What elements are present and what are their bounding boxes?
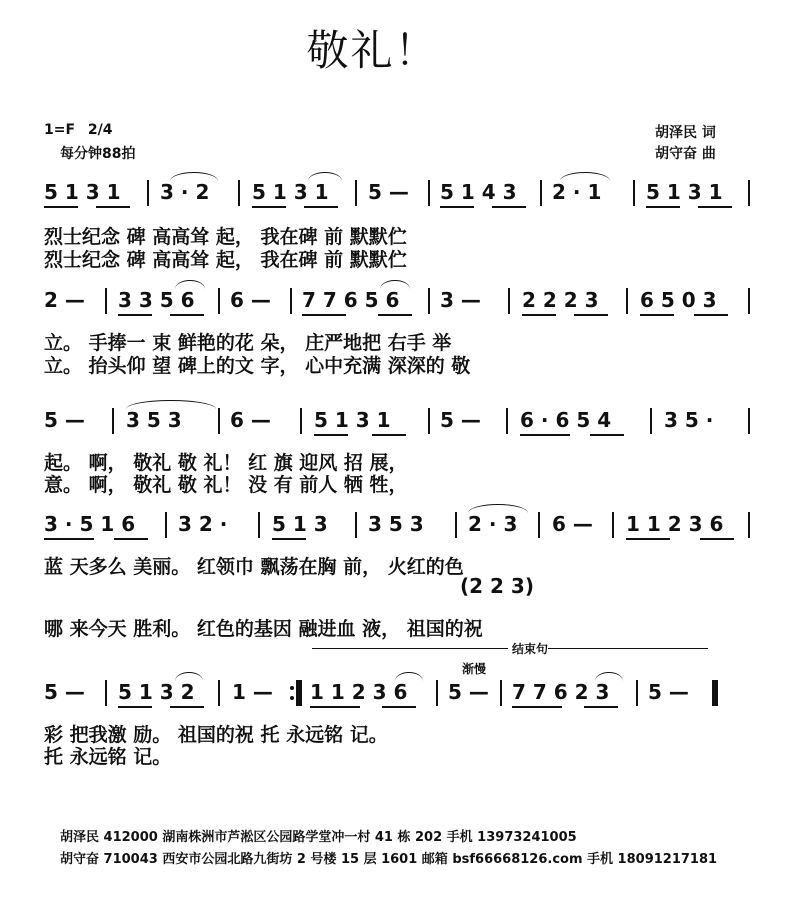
- measure: 7 7 6 5 6: [302, 288, 400, 312]
- bar-line: [218, 680, 220, 706]
- bar-line: [428, 180, 430, 206]
- slur: [468, 504, 528, 513]
- bar-line: [540, 180, 542, 206]
- measure: 6 —: [230, 288, 271, 312]
- lyric-verse-1: 立。 手捧一 束 鲜艳的花 朵， 庄严地把 右手 举: [44, 332, 452, 354]
- measure: 1 1 2 3 6: [626, 512, 724, 536]
- measure: 5 —: [368, 180, 409, 204]
- underline: [640, 314, 674, 316]
- bar-line: [428, 288, 430, 314]
- lyric-verse-1: 彩 把我激 励。 祖国的祝 托 永远铭 记。: [44, 724, 388, 746]
- bar-line: [147, 180, 149, 206]
- bar-line: [428, 408, 430, 434]
- underline: [440, 206, 474, 208]
- measure: 3 5 ·: [664, 408, 714, 432]
- repeat-dot: [290, 686, 294, 690]
- bar-line: [748, 288, 750, 314]
- measure: 5 1 3 1: [252, 180, 329, 204]
- measure: 2 · 1: [552, 180, 602, 204]
- underline: [382, 706, 416, 708]
- underline: [646, 206, 680, 208]
- measure: 1 —: [232, 680, 273, 704]
- bar-line: [500, 680, 502, 706]
- bar-line: [538, 512, 540, 538]
- bar-line: [355, 512, 357, 538]
- underline: [512, 706, 562, 708]
- lyric-verse-1: 烈士纪念 碑 高高耸 起， 我在碑 前 默默伫: [44, 226, 407, 248]
- bar-line: [636, 680, 638, 706]
- slur: [560, 172, 610, 181]
- measure: 5 —: [448, 680, 489, 704]
- bar-line: [218, 288, 220, 314]
- underline: [590, 434, 624, 436]
- ending-bracket-right: [548, 648, 708, 649]
- bar-line: [748, 408, 750, 434]
- measure: 2 —: [44, 288, 85, 312]
- ending-bracket-left: [312, 648, 508, 649]
- repeat-dot: [290, 696, 294, 700]
- measure: 5 1 3 1: [314, 408, 391, 432]
- measure: 2 2 2 3: [522, 288, 599, 312]
- slur: [380, 280, 410, 289]
- underline: [170, 706, 204, 708]
- measure: 3 · 2: [160, 180, 210, 204]
- measure: 5 1 3: [272, 512, 328, 536]
- bar-line: [626, 288, 628, 314]
- composer: 胡守奋 曲: [655, 146, 716, 162]
- key-sig: 1=F: [44, 122, 76, 138]
- slur: [175, 672, 203, 681]
- bar-line: [112, 408, 114, 434]
- underline: [372, 434, 406, 436]
- underline: [574, 314, 608, 316]
- underline: [698, 206, 732, 208]
- underline: [118, 314, 152, 316]
- measure: 7 7 6 2 3: [512, 680, 610, 704]
- measure: 6 · 6 5 4: [520, 408, 612, 432]
- bar-line: [436, 680, 438, 706]
- bar-line: [748, 180, 750, 206]
- measure: 5 —: [44, 680, 85, 704]
- bar-line: [218, 408, 220, 434]
- ending-phrase-label: 结束句: [512, 642, 549, 656]
- bar-line: [300, 408, 302, 434]
- measure: 5 —: [44, 408, 85, 432]
- measure: 3 2 ·: [178, 512, 228, 536]
- measure: 6 —: [552, 512, 593, 536]
- contact-composer: 胡守奋 710043 西安市公园北路九街坊 2 号楼 15 层 1601 邮箱 bsf66668126.com 手机 18091217181: [60, 852, 718, 867]
- bar-line: [258, 512, 260, 538]
- underline: [170, 314, 204, 316]
- measure: 3 5 3: [368, 512, 424, 536]
- measure: 3 3 5 6: [118, 288, 195, 312]
- lyric-verse-2: 意。 啊， 敬礼 敬 礼！ 没 有 前人 牺 牲，: [44, 474, 408, 496]
- underline: [96, 206, 130, 208]
- lyric-verse-2: 烈士纪念 碑 高高耸 起， 我在碑 前 默默伫: [44, 249, 407, 271]
- bar-line: [105, 288, 107, 314]
- tempo: 每分钟88拍: [60, 146, 136, 162]
- underline: [492, 206, 526, 208]
- bar-line: [355, 180, 357, 206]
- underline: [272, 538, 306, 540]
- underline: [694, 314, 728, 316]
- measure: 6 —: [230, 408, 271, 432]
- measure: 5 1 3 1: [646, 180, 723, 204]
- measure: 3 —: [440, 288, 481, 312]
- bar-line: [612, 512, 614, 538]
- underline: [700, 538, 734, 540]
- measure: 1 1 2 3 6: [310, 680, 408, 704]
- repeat-bar: [296, 680, 302, 706]
- key-signature: [44, 122, 113, 138]
- measure: 5 —: [440, 408, 481, 432]
- bar-line: [290, 288, 292, 314]
- lyric-verse-1: 蓝 天多么 美丽。 红领巾 飘荡在胸 前， 火红的色: [44, 556, 464, 578]
- underline: [252, 206, 286, 208]
- lyric-verse-2: 托 永远铭 记。: [44, 746, 172, 768]
- measure: 3 · 5 1 6: [44, 512, 136, 536]
- underline: [520, 434, 570, 436]
- slur: [395, 672, 423, 681]
- slur: [175, 280, 205, 289]
- underline: [114, 538, 148, 540]
- underline: [304, 206, 338, 208]
- ritardando-label: 渐慢: [462, 662, 487, 676]
- underline: [310, 706, 360, 708]
- bar-line: [508, 288, 510, 314]
- measure: 5 1 4 3: [440, 180, 517, 204]
- underline: [44, 206, 78, 208]
- contact-lyricist: 胡泽民 412000 湖南株洲市芦淞区公园路学堂冲一村 41 栋 202 手机 13973241005: [60, 830, 577, 845]
- underline: [314, 434, 348, 436]
- underline: [584, 706, 618, 708]
- lyric-verse-1: 起。 啊， 敬礼 敬 礼！ 红 旗 迎风 招 展，: [44, 452, 408, 474]
- bar-line: [105, 680, 107, 706]
- slur: [126, 400, 216, 409]
- measure: 3 5 3: [126, 408, 182, 432]
- song-title: 敬礼！: [306, 26, 439, 75]
- underline: [626, 538, 670, 540]
- measure: 5 1 3 2: [118, 680, 195, 704]
- lyricist: 胡泽民 词: [655, 125, 716, 141]
- bar-line: [633, 180, 635, 206]
- alternate-notes: (2 2 3): [460, 574, 534, 598]
- measure: 5 —: [648, 680, 689, 704]
- final-bar: [712, 680, 718, 706]
- bar-line: [506, 408, 508, 434]
- underline: [118, 706, 152, 708]
- lyric-verse-2: 哪 来今天 胜利。 红色的基因 融进血 液， 祖国的祝: [44, 618, 483, 640]
- bar-line: [748, 512, 750, 538]
- lyric-verse-2: 立。 抬头仰 望 碑上的文 字， 心中充满 深深的 敬: [44, 355, 471, 377]
- measure: 2 · 3: [468, 512, 518, 536]
- underline: [302, 314, 346, 316]
- bar-line: [455, 512, 457, 538]
- measure: 6 5 0 3: [640, 288, 717, 312]
- slur: [308, 172, 342, 181]
- underline: [522, 314, 556, 316]
- underline: [378, 314, 412, 316]
- measure: 5 1 3 1: [44, 180, 121, 204]
- bar-line: [165, 512, 167, 538]
- bar-line: [238, 180, 240, 206]
- underline: [44, 538, 94, 540]
- slur: [170, 172, 218, 181]
- slur: [595, 672, 623, 681]
- bar-line: [650, 408, 652, 434]
- time-sig: 2/4: [87, 122, 113, 138]
